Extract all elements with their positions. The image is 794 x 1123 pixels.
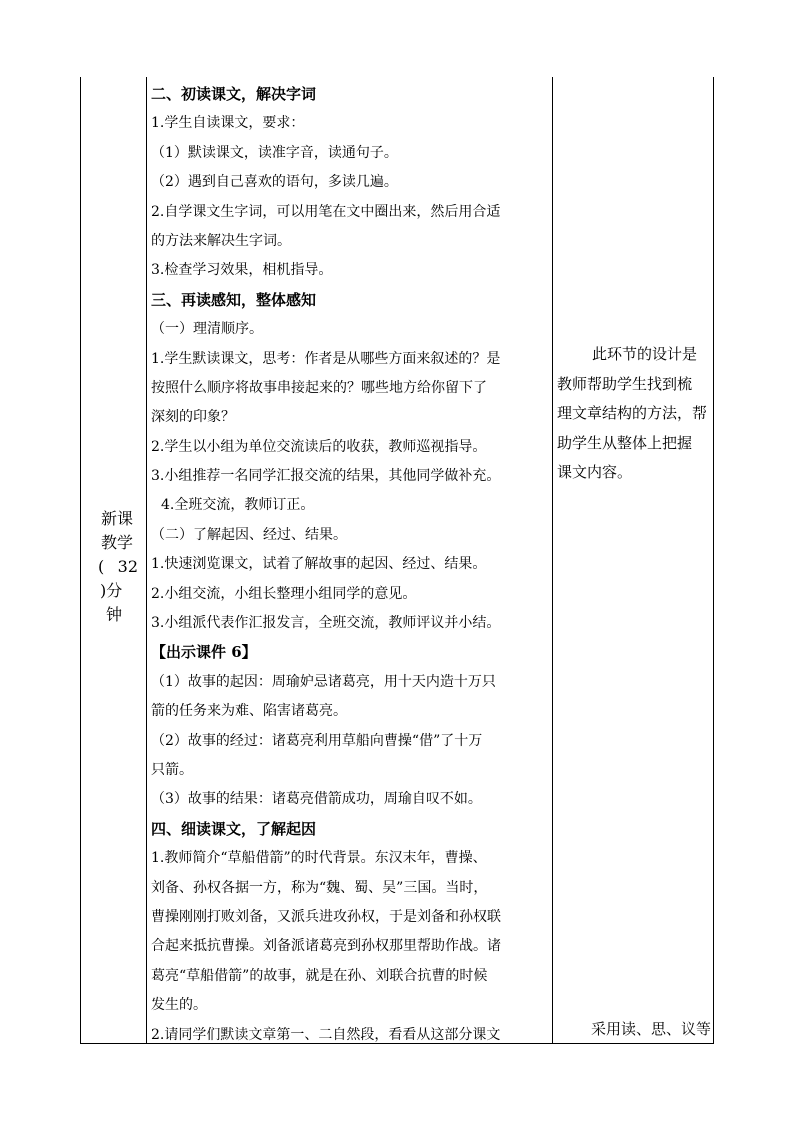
content-line: 1.学生默读课文，思考：作者是从哪些方面来叙述的？是 [151,350,501,367]
content-line: 深刻的印象？ [151,409,235,426]
content-line: 2.小组交流，小组长整理小组同学的意见。 [151,585,417,602]
design-notes-cell [557,340,709,488]
content-line: （1）默读课文，读准字音，读通句子。 [151,144,398,161]
content-heading: 三、再读感知，整体感知 [151,290,317,309]
content-line: （2）遇到自己喜欢的语句，多读几遍。 [151,174,398,191]
content-line: （二）了解起因、经过、结果。 [151,526,347,543]
content-line: 3.检查学习效果，相机指导。 [151,262,333,279]
section-label-duration-line [84,555,144,579]
paren-open: ( [98,557,105,576]
design-note-line: 助学生从整体上把握 [557,433,693,452]
content-line: 1.学生自读课文，要求： [151,115,305,132]
design-note-line: 此环节的设计是 [592,345,698,363]
content-line: （2）故事的经过：诸葛亮利用草船向曹操“借”了十万 [151,732,483,749]
table-divider-1 [146,77,147,1044]
content-line: 箭的任务来为难、陷害诸葛亮。 [151,703,347,720]
content-line: （一）理清顺序。 [151,321,263,338]
content-line: 2.自学课文生字词，可以用笔在文中圈出来，然后用合适 [151,203,501,220]
design-notes-continuation: 采用读、思、议等 [591,1020,712,1038]
content-line: 葛亮“草船借箭”的故事，就是在孙、刘联合抗曹的时候 [151,967,488,984]
section-label-line: 新课 [101,509,134,528]
content-heading: 【出示课件 6】 [151,643,257,662]
content-line: 按照什么顺序将故事串接起来的？哪些地方给你留下了 [151,379,487,396]
design-note-line: 课文内容。 [557,463,633,481]
content-line: 曹操刚刚打败刘备，又派兵进攻孙权，于是刘备和孙权联 [151,908,501,925]
content-line: 只箭。 [151,761,193,778]
duration-value: 32 [117,557,138,576]
teaching-content-cell [151,80,551,1050]
content-line: 2.学生以小组为单位交流读后的收获，教师巡视指导。 [151,438,487,455]
table-border-left [80,77,81,1044]
content-line: 2.请同学们默读文章第一、二自然段，看看从这部分课文 [151,1026,501,1043]
table-divider-2 [552,77,553,1044]
content-line: 1.教师简介“草船借箭”的时代背景。东汉末年，曹操、 [151,850,487,867]
content-line: 合起来抵抗曹操。刘备派诸葛亮到孙权那里帮助作战。诸 [151,938,501,955]
design-note-line: 理文章结构的方法，帮 [557,404,708,422]
table-border-right [713,77,714,1044]
content-heading: 二、初读课文，解决字词 [151,85,317,103]
content-line: （1）故事的起因：周瑜妒忌诸葛亮，用十天内造十万只 [151,673,496,690]
content-heading: 四、细读课文，了解起因 [151,819,317,838]
content-line: 3.小组推荐一名同学汇报交流的结果，其他同学做补充。 [151,468,501,485]
section-label-line: 钟 [106,605,123,624]
content-line: 3.小组派代表作汇报发言，全班交流，教师评议并小结。 [151,615,501,632]
content-line: 刘备、孙权各据一方，称为“魏、蜀、吴”三国。当时， [151,879,488,896]
section-label-cell [84,507,144,627]
section-label-line: )分 [100,581,123,600]
content-line: 的方法来解决生字词。 [151,232,291,249]
content-line: 1.快速浏览课文，试着了解故事的起因、经过、结果。 [151,556,487,573]
section-label-line: 教学 [101,533,134,552]
design-note-line: 教师帮助学生找到梳 [557,374,693,393]
content-line: （3）故事的结果：诸葛亮借箭成功，周瑜自叹不如。 [151,791,482,808]
content-line: 4.全班交流，教师订正。 [161,497,315,514]
content-line: 发生的。 [151,997,207,1014]
